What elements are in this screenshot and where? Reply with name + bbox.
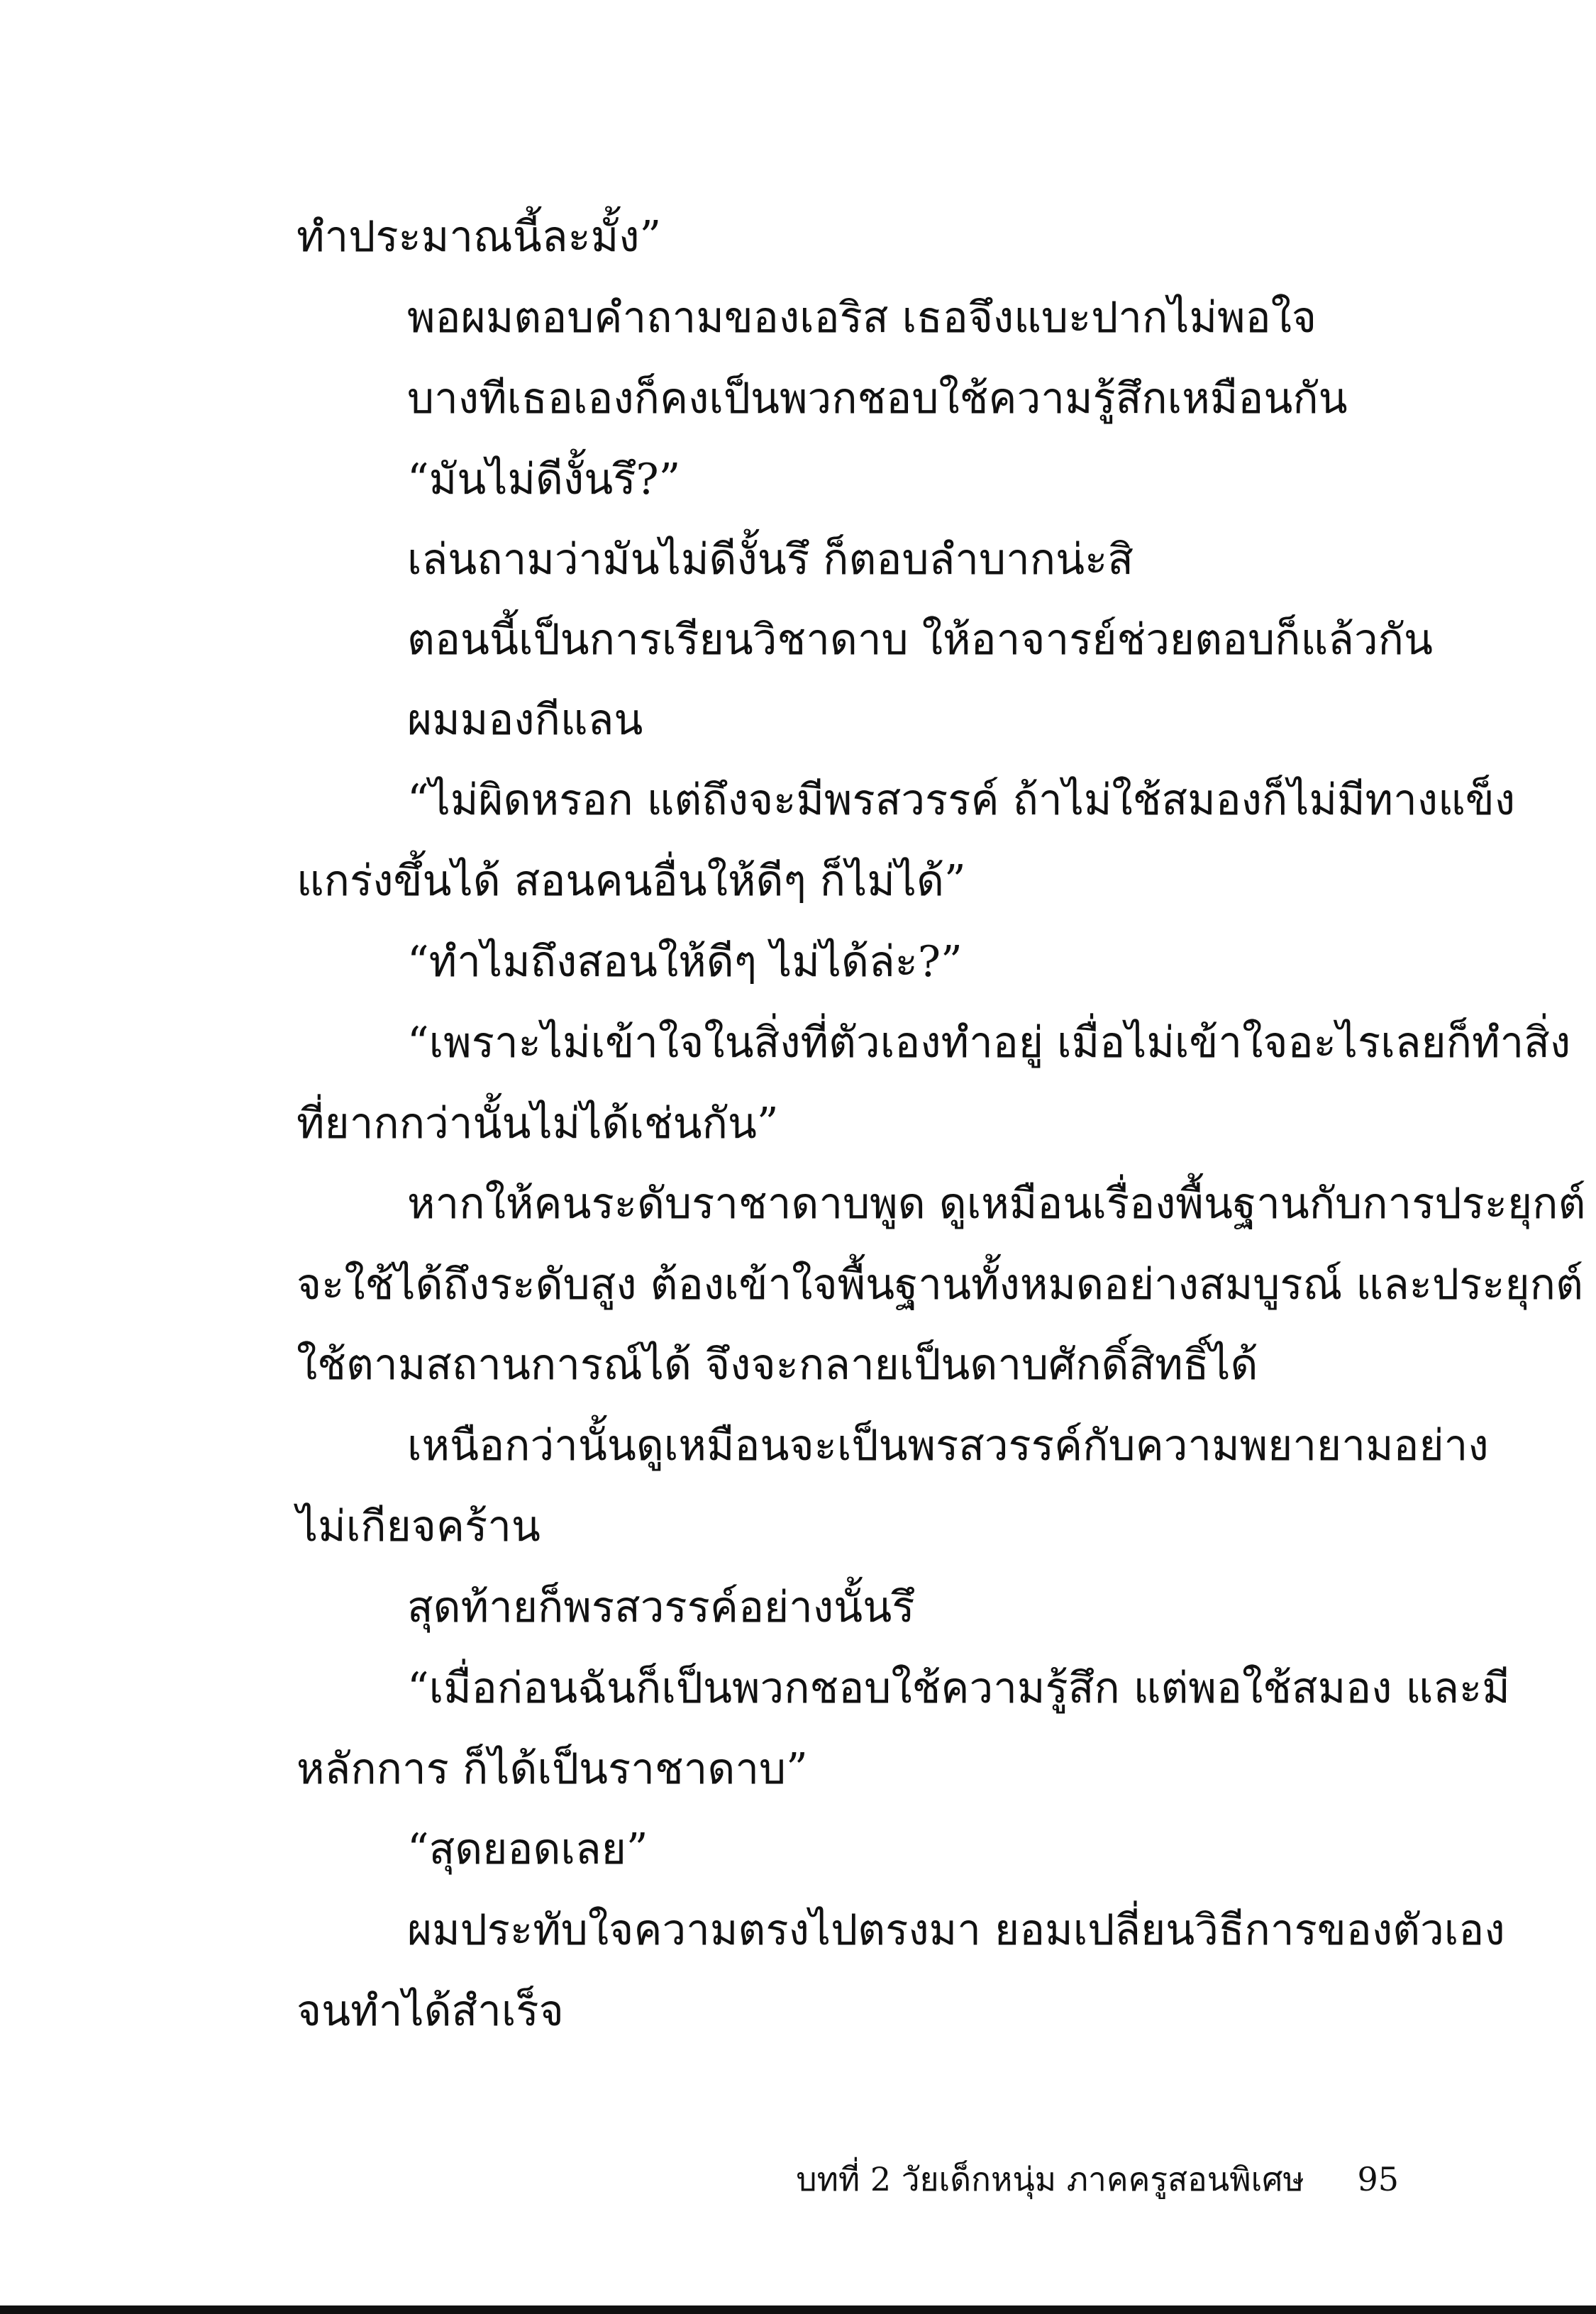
text-line: จนทำได้สำเร็จ	[297, 1986, 564, 2036]
text-line: หลักการ ก็ได้เป็นราชาดาบ”	[297, 1744, 808, 1794]
text-line: “ไม่ผิดหรอก แต่ถึงจะมีพรสวรรค์ ถ้าไม่ใช้สมองก็ไม่มีทางแข็ง	[407, 775, 1516, 825]
text-line: ที่ยากกว่านั้นไม่ได้เช่นกัน”	[297, 1099, 779, 1148]
text-line: “เมื่อก่อนฉันก็เป็นพวกชอบใช้ความรู้สึก แต่พอใช้สมอง และมี	[407, 1663, 1510, 1713]
bottom-border	[0, 2305, 1596, 2314]
text-line: “มันไม่ดีงั้นรึ?”	[407, 455, 681, 504]
text-line: ผมมองกีแลน	[407, 695, 643, 745]
page-footer	[780, 2158, 1399, 2200]
text-line: เหนือกว่านั้นดูเหมือนจะเป็นพรสวรรค์กับความพยายามอย่าง	[407, 1421, 1489, 1471]
page-number: 95	[1357, 2160, 1399, 2198]
text-line: สุดท้ายก็พรสวรรค์อย่างนั้นรึ	[407, 1583, 915, 1632]
text-line: “เพราะไม่เข้าใจในสิ่งที่ตัวเองทำอยู่ เมื่อไม่เข้าใจอะไรเลยก็ทำสิ่ง	[407, 1018, 1571, 1068]
text-line: ใช้ตามสถานการณ์ได้ จึงจะกลายเป็นดาบศักดิ์สิทธิ์ได้	[297, 1340, 1258, 1390]
text-line: ทำประมาณนี้ละมั้ง”	[297, 212, 662, 262]
chapter-title: บทที่ 2 วัยเด็กหนุ่ม ภาคครูสอนพิเศษ	[796, 2160, 1304, 2198]
text-line: “ทำไมถึงสอนให้ดีๆ ไม่ได้ล่ะ?”	[407, 937, 963, 987]
text-line: ไม่เกียจคร้าน	[297, 1502, 541, 1551]
text-line: บางทีเธอเองก็คงเป็นพวกชอบใช้ความรู้สึกเหมือนกัน	[407, 374, 1348, 424]
text-line: เล่นถามว่ามันไม่ดีงั้นรึ ก็ตอบลำบากน่ะสิ	[407, 535, 1134, 585]
text-line: หากให้คนระดับราชาดาบพูด ดูเหมือนเรื่องพื้นฐานกับการประยุกต์	[407, 1179, 1586, 1229]
text-line: ผมประทับใจความตรงไปตรงมา ยอมเปลี่ยนวิธีการของตัวเอง	[407, 1905, 1505, 1955]
text-line: จะใช้ได้ถึงระดับสูง ต้องเข้าใจพื้นฐานทั้งหมดอย่างสมบูรณ์ และประยุกต์	[297, 1260, 1583, 1310]
text-line: พอผมตอบคำถามของเอริส เธอจึงแบะปากไม่พอใจ	[407, 293, 1317, 343]
text-line: “สุดยอดเลย”	[407, 1825, 648, 1874]
text-line: ตอนนี้เป็นการเรียนวิชาดาบ ให้อาจารย์ช่วยตอบก็แล้วกัน	[407, 615, 1433, 665]
text-line: แกร่งขึ้นได้ สอนคนอื่นให้ดีๆ ก็ไม่ได้”	[297, 856, 966, 906]
